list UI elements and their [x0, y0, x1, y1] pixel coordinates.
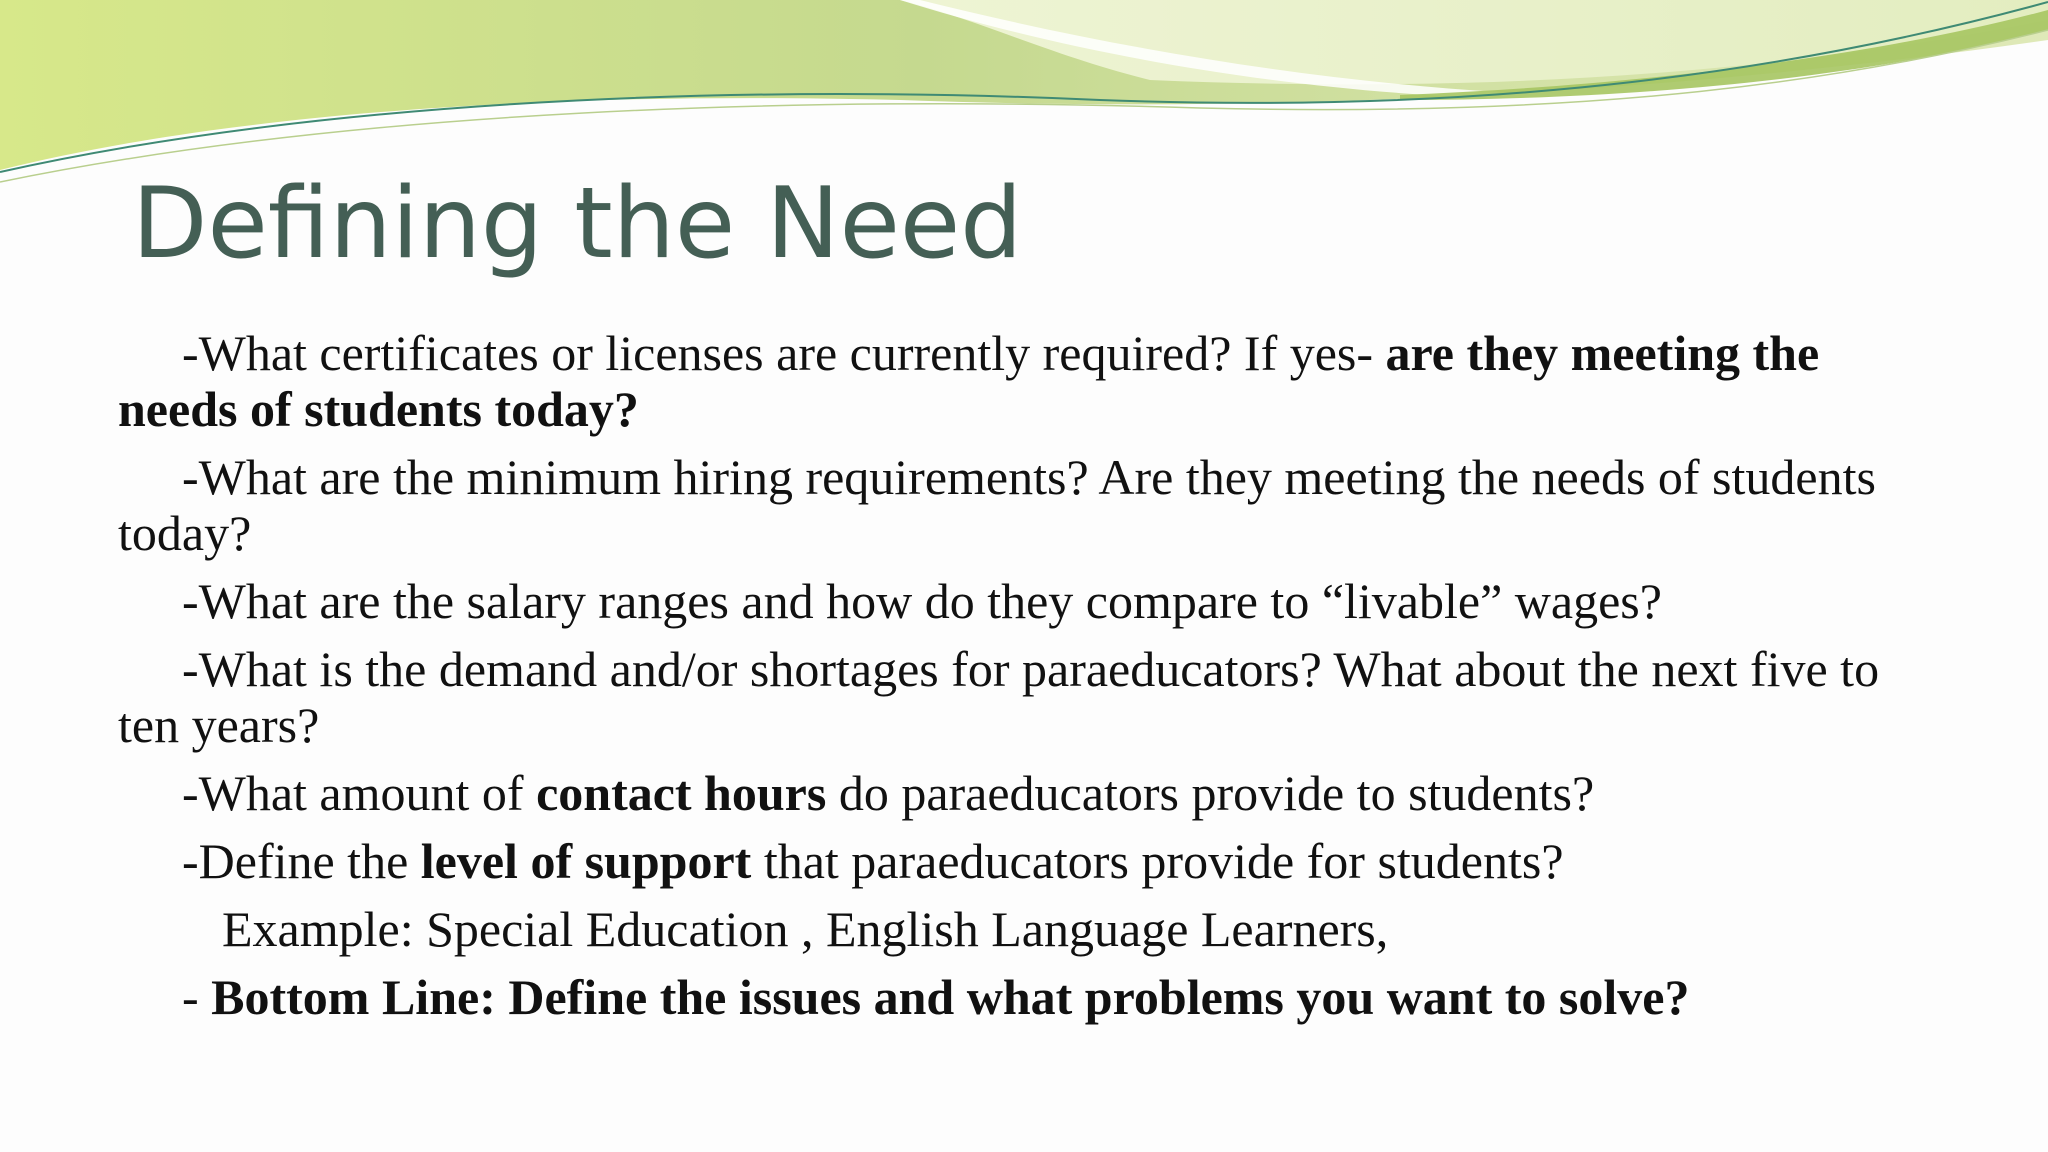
bullet-bold-text: level of support	[420, 833, 752, 889]
bullet-salary-ranges: -What are the salary ranges and how do they compare to “livable” wages?	[182, 573, 1662, 629]
bullet-text: -What certificates or licenses are currently required? If yes-	[182, 325, 1386, 381]
bullet-demand-shortages: -What is the demand and/or shortages for paraeducators? What about the next five to ten years?	[118, 641, 1880, 753]
bullet-example: Example: Special Education , English Language Learners,	[222, 901, 1389, 957]
bullet-text: -Define the	[182, 833, 421, 889]
bullet-hiring-requirements: -What are the minimum hiring requirements? Are they meeting the needs of students today?	[118, 449, 1876, 561]
bullet-bottom-line	[118, 969, 1918, 1025]
bullet-text: that paraeducators provide for students?	[751, 833, 1564, 889]
bullet-text: -What amount of	[182, 765, 537, 821]
slide-title: Defining the Need	[132, 167, 1023, 281]
bullet-bold-text: contact hours	[536, 765, 827, 821]
bullet-list	[118, 325, 1918, 1025]
bullet-level-of-support	[118, 833, 1918, 889]
bullet-contact-hours	[118, 765, 1918, 821]
bullet-text: -	[182, 969, 212, 1025]
bullet-certificates	[118, 325, 1918, 437]
bullet-bold-text: are they meeting the needs of students today?	[118, 325, 1820, 437]
bullet-text: do paraeducators provide to students?	[826, 765, 1595, 821]
bullet-bold-text: Bottom Line: Define the issues and what problems you want to solve?	[211, 969, 1690, 1025]
